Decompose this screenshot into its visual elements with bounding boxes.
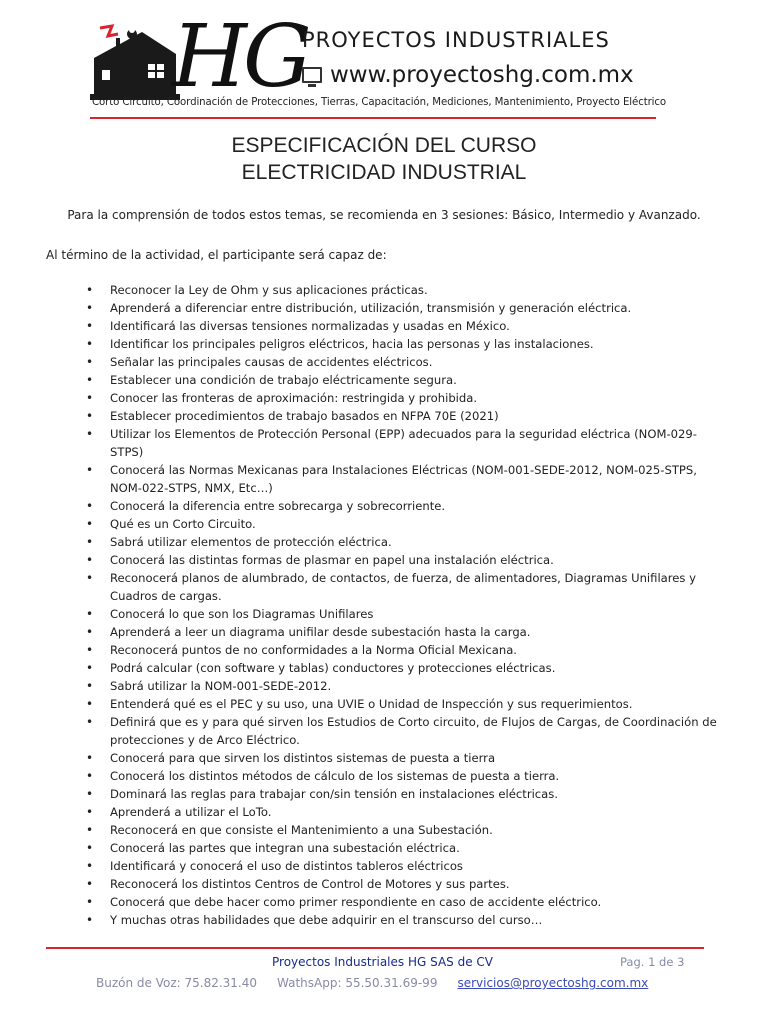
list-item: • Conocerá las distintas formas de plasmar en papel una instalación eléctrica. — [82, 551, 722, 569]
company-name: PROYECTOS INDUSTRIALES — [302, 28, 610, 52]
intro-paragraph: Para la comprensión de todos estos temas, se recomienda en 3 sesiones: Básico, Intermedio y Avanzado. — [67, 208, 701, 222]
footer-contacts — [96, 976, 648, 990]
list-item: • Aprenderá a diferenciar entre distribución, utilización, transmisión y generación eléctrica. — [82, 299, 722, 317]
list-item: • Reconocerá en que consiste el Mantenimiento a una Subestación. — [82, 821, 722, 839]
logo-letters: HG — [172, 7, 308, 107]
computer-icon — [302, 67, 322, 83]
whatsapp-number: WathsApp: 55.50.31.69-99 — [277, 976, 438, 990]
list-item: • Establecer procedimientos de trabajo basados en NFPA 70E (2021) — [82, 407, 722, 425]
list-item: • Conocerá lo que son los Diagramas Unifilares — [82, 605, 722, 623]
list-item: • Definirá que es y para qué sirven los Estudios de Corto circuito, de Flujos de Cargas, de Coordinación de protecciones y de Arco Eléctrico. — [82, 713, 722, 749]
list-item: • Entenderá qué es el PEC y su uso, una UVIE o Unidad de Inspección y sus requerimientos. — [82, 695, 722, 713]
list-item: • Reconocerá los distintos Centros de Control de Motores y sus partes. — [82, 875, 722, 893]
list-item: • Podrá calcular (con software y tablas) conductores y protecciones eléctricas. — [82, 659, 722, 677]
list-item: • Conocerá la diferencia entre sobrecarga y sobrecorriente. — [82, 497, 722, 515]
title-line-2: ELECTRICIDAD INDUSTRIAL — [241, 161, 527, 184]
title-line-1: ESPECIFICACIÓN DEL CURSO — [231, 134, 537, 157]
page-number: Pag. 1 de 3 — [620, 955, 685, 969]
list-item: • Reconocerá planos de alumbrado, de contactos, de fuerza, de alimentadores, Diagramas Unifilares y Cuadros de cargas. — [82, 569, 722, 605]
list-item: • Conocerá las Normas Mexicanas para Instalaciones Eléctricas (NOM-001-SEDE-2012, NOM-025-STPS, NOM-022-STPS, NMX, Etc…) — [82, 461, 722, 497]
list-item: • Conocerá que debe hacer como primer respondiente en caso de accidente eléctrico. — [82, 893, 722, 911]
list-item: • Aprenderá a leer un diagrama unifilar desde subestación hasta la carga. — [82, 623, 722, 641]
list-item: • Identificar los principales peligros eléctricos, hacia las personas y las instalaciones. — [82, 335, 722, 353]
list-item: • Conocerá las partes que integran una subestación eléctrica. — [82, 839, 722, 857]
footer-divider — [46, 947, 704, 949]
lead-paragraph: Al término de la actividad, el participante será capaz de: — [46, 248, 387, 262]
list-item: • Aprenderá a utilizar el LoTo. — [82, 803, 722, 821]
voicemail-number: Buzón de Voz: 75.82.31.40 — [96, 976, 258, 990]
services-tagline: Corto Circuito, Coordinación de Protecciones, Tierras, Capacitación, Mediciones, Mantenimiento, Proyecto Eléctrico — [92, 97, 667, 108]
website-url[interactable]: www.proyectoshg.com.mx — [330, 62, 634, 88]
list-item: • Conocerá los distintos métodos de cálculo de los sistemas de puesta a tierra. — [82, 767, 722, 785]
list-item: • Identificará las diversas tensiones normalizadas y usadas en México. — [82, 317, 722, 335]
list-item: • Reconocer la Ley de Ohm y sus aplicaciones prácticas. — [82, 281, 722, 299]
list-item: • Reconocerá puntos de no conformidades a la Norma Oficial Mexicana. — [82, 641, 722, 659]
list-item: • Dominará las reglas para trabajar con/sin tensión en instalaciones eléctricas. — [82, 785, 722, 803]
logo-building-icon — [90, 24, 180, 102]
list-item: • Establecer una condición de trabajo eléctricamente segura. — [82, 371, 722, 389]
list-item: • Señalar las principales causas de accidentes eléctricos. — [82, 353, 722, 371]
list-item: • Conocer las fronteras de aproximación: restringida y prohibida. — [82, 389, 722, 407]
learning-outcomes-list — [82, 281, 722, 929]
document-title — [0, 132, 768, 186]
footer-company: Proyectos Industriales HG SAS de CV — [272, 955, 493, 969]
header-divider — [90, 117, 656, 119]
website-line — [302, 62, 634, 88]
list-item: • Conocerá para que sirven los distintos sistemas de puesta a tierra — [82, 749, 722, 767]
list-item: • Utilizar los Elementos de Protección Personal (EPP) adecuados para la seguridad eléctrica (NOM-029-STPS) — [82, 425, 722, 461]
list-item: • Sabrá utilizar la NOM-001-SEDE-2012. — [82, 677, 722, 695]
list-item: • Qué es un Corto Circuito. — [82, 515, 722, 533]
letterhead — [90, 7, 667, 118]
email-link[interactable]: servicios@proyectoshg.com.mx — [457, 976, 649, 990]
list-item: • Sabrá utilizar elementos de protección eléctrica. — [82, 533, 722, 551]
list-item: • Y muchas otras habilidades que debe adquirir en el transcurso del curso… — [82, 911, 722, 929]
list-item: • Identificará y conocerá el uso de distintos tableros eléctricos — [82, 857, 722, 875]
